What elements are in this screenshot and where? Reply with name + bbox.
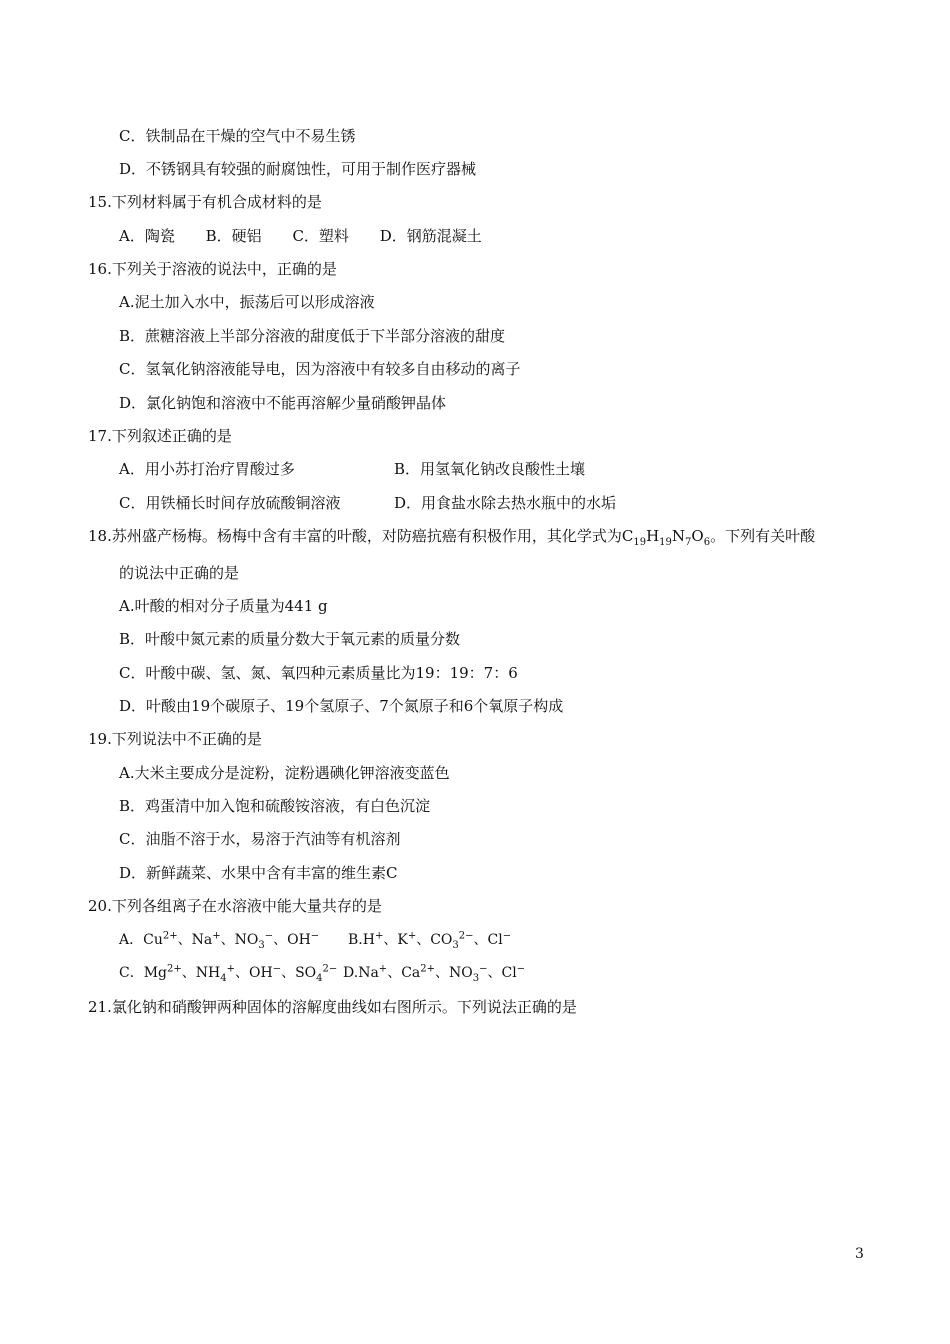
q16-option-a: A.泥土加入水中，振荡后可以形成溶液 (119, 293, 375, 311)
q17-option-c: C．用铁桶长时间存放硫酸铜溶液 (119, 494, 341, 512)
q20-option-b (348, 930, 511, 950)
ion-so4: SO (295, 965, 317, 981)
q18-stem-part-a: 18.苏州盛产杨梅。杨梅中含有丰富的叶酸，对防癌抗癌有积极作用，其化学式为 (88, 527, 622, 545)
q20-stem: 20.下列各组离子在水溶液中能大量共存的是 (88, 897, 382, 915)
option-label: D. (343, 965, 359, 981)
ion-subscript: 4 (220, 972, 227, 984)
ion-charge: + (374, 930, 384, 942)
formula-n: N (671, 527, 686, 545)
separator: 、 (220, 932, 235, 948)
separator: 、 (235, 965, 249, 981)
formula-n-count: 7 (685, 537, 692, 548)
q18-option-d: D．叶酸由19个碳原子、19个氢原子、7个氮原子和6个氧原子构成 (119, 697, 564, 715)
q18-stem (88, 526, 815, 546)
folic-acid-formula (621, 527, 711, 548)
separator: 、 (416, 932, 431, 948)
ion-h: H (362, 932, 375, 948)
q21-stem: 21.氯化钠和硝酸钾两种固体的溶解度曲线如右图所示。下列说法正确的是 (88, 998, 577, 1016)
ion-charge: + (407, 930, 417, 942)
ion-charge: 2+ (167, 963, 182, 975)
ion-mg: Mg (143, 965, 168, 981)
q19-option-a: A.大米主要成分是淀粉，淀粉遇碘化钾溶液变蓝色 (119, 764, 450, 782)
ion-subscript: 3 (452, 939, 459, 951)
ion-subscript: 3 (472, 972, 480, 984)
formula-h: H (646, 527, 660, 545)
ion-ca: Ca (401, 965, 421, 981)
q15-option-c: C．塑料 (292, 227, 349, 245)
q19-option-c: C．油脂不溶于水，易溶于汽油等有机溶剂 (119, 830, 401, 848)
q17-option-a: A．用小苏打治疗胃酸过多 (119, 460, 295, 478)
q18-stem-part-b: 。下列有关叶酸 (710, 527, 816, 545)
q15-options (119, 226, 482, 246)
ion-cl: Cl (501, 965, 517, 981)
ion-charge: 2+ (162, 930, 178, 942)
q15-option-a: A．陶瓷 (119, 227, 175, 245)
q17-option-d: D．用食盐水除去热水瓶中的水垢 (394, 494, 617, 512)
ion-nh4: NH (195, 965, 221, 981)
ion-charge: + (378, 963, 388, 975)
q19-option-d: D．新鲜蔬菜、水果中含有丰富的维生素C (119, 864, 398, 882)
option-label: B. (348, 932, 363, 948)
separator: 、 (177, 932, 192, 948)
q17-option-b: B．用氢氧化钠改良酸性土壤 (394, 460, 586, 478)
separator: 、 (181, 965, 196, 981)
q18-option-c: C．叶酸中碳、氢、氮、氧四种元素质量比为19：19：7：6 (119, 664, 518, 682)
ion-charge: 2+ (420, 963, 435, 975)
q20-option-d (343, 963, 525, 983)
ion-charge: − (479, 963, 488, 975)
formula-c: C (621, 527, 634, 545)
q20-option-a (119, 930, 319, 950)
q14-option-d: D．不锈钢具有较强的耐腐蚀性，可用于制作医疗器械 (119, 160, 477, 178)
q15-stem: 15.下列材料属于有机合成材料的是 (88, 193, 322, 211)
formula-o: O (691, 527, 704, 545)
separator: 、 (487, 965, 502, 981)
q16-option-c: C．氢氧化钠溶液能导电，因为溶液中有较多自由移动的离子 (119, 360, 521, 378)
separator: 、 (473, 932, 488, 948)
ion-charge: − (516, 963, 526, 975)
ion-charge: − (272, 963, 282, 975)
q15-option-d: D．钢筋混凝土 (379, 227, 482, 245)
ion-cu: Cu (143, 932, 163, 948)
separator: 、 (387, 965, 402, 981)
ion-k: K (397, 932, 408, 948)
q16-option-d: D．氯化钠饱和溶液中不能再溶解少量硝酸钾晶体 (119, 394, 447, 412)
separator: 、 (273, 932, 288, 948)
ion-oh: OH (249, 965, 273, 981)
q15-option-b: B．硬铝 (205, 227, 262, 245)
formula-h-count: 19 (659, 537, 672, 548)
separator: 、 (383, 932, 398, 948)
q19-stem: 19.下列说法中不正确的是 (88, 730, 262, 748)
formula-c-count: 19 (633, 537, 647, 548)
q17-stem: 17.下列叙述正确的是 (88, 427, 232, 445)
ion-charge: − (502, 930, 512, 942)
option-label: C． (119, 965, 144, 981)
q16-option-b: B．蔗糖溶液上半部分溶液的甜度低于下半部分溶液的甜度 (119, 327, 506, 345)
q16-stem: 16.下列关于溶液的说法中，正确的是 (88, 260, 337, 278)
ion-cl: Cl (487, 932, 503, 948)
q18-option-a: A.叶酸的相对分子质量为441 g (119, 597, 328, 615)
q18-stem-continued: 的说法中正确的是 (119, 564, 240, 582)
formula-o-count: 6 (703, 537, 711, 548)
ion-subscript: 3 (258, 939, 265, 951)
q20-option-c (119, 963, 337, 983)
ion-na: Na (358, 965, 379, 981)
ion-charge: + (226, 963, 235, 975)
ion-no3: NO (449, 965, 473, 981)
ion-charge: + (212, 930, 221, 942)
page-number: 3 (855, 1246, 864, 1262)
ion-charge: − (310, 930, 320, 942)
ion-subscript: 4 (316, 972, 323, 984)
ion-charge: − (264, 930, 274, 942)
ion-co3: CO (430, 932, 453, 948)
q19-option-b: B．鸡蛋清中加入饱和硫酸铵溶液，有白色沉淀 (119, 797, 431, 815)
option-label: A． (119, 932, 144, 948)
separator: 、 (281, 965, 296, 981)
q14-option-c: C．铁制品在干燥的空气中不易生锈 (119, 127, 356, 145)
ion-charge: 2− (458, 930, 474, 942)
separator: 、 (435, 965, 449, 981)
ion-no3: NO (234, 932, 259, 948)
q18-option-b: B．叶酸中氮元素的质量分数大于氧元素的质量分数 (119, 630, 461, 648)
ion-oh: OH (287, 932, 311, 948)
ion-na: Na (191, 932, 213, 948)
ion-charge: 2− (322, 963, 338, 975)
